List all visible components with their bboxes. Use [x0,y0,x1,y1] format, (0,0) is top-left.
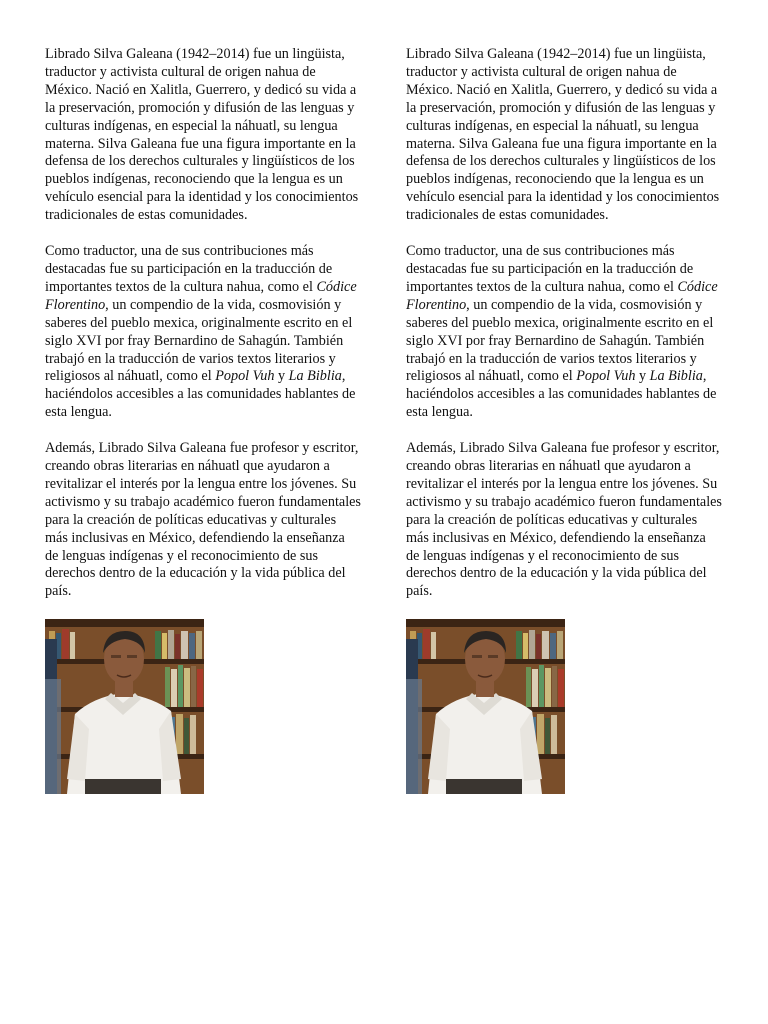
right-column [406,46,722,794]
text-run: , haciéndolos accesibles a las comunidades hablantes de esta lengua. [406,368,717,421]
italic-title: La Biblia [288,368,342,385]
italic-title: Códice Florentino [406,278,718,313]
text-run: Como traductor, una de sus contribuciones más destacadas fue su participación en la traducción de importantes textos de la cultura nahua, como el [45,243,333,295]
text-run: Como traductor, una de sus contribuciones más destacadas fue su participación en la traducción de importantes textos de la cultura nahua, como el [406,243,694,295]
paragraph-translation-work [45,243,361,422]
portrait-photo [406,619,565,794]
paragraph-teaching-activism [406,440,722,601]
text-run: , haciéndolos accesibles a las comunidades hablantes de esta lengua. [45,368,356,421]
text-run: Librado Silva Galeana (1942–2014) fue un lingüista, traductor y activista cultural de origen nahua de México. Nació en Xalitla, Guerrero, y dedicó su vida a la preservación, promoción y difusión de las lenguas y culturas indígenas, en especial la náhuatl, su lengua materna. Silva Galeana fue una figura importante en la defensa de los derechos culturales y lingüísticos de los pueblos indígenas, reconociendo que la lengua es un vehículo esencial para la identidad y los conocimientos tradicionales de estas comunidades. [406,46,720,224]
italic-title: Códice Florentino [45,278,357,313]
paragraph-teaching-activism [45,440,361,601]
text-run: y [635,368,650,385]
paragraph-biography [45,46,361,225]
paragraph-translation-work [406,243,722,422]
text-run: Además, Librado Silva Galeana fue profesor y escritor, creando obras literarias en náhuatl que ayudaron a revitalizar el interés por la lengua entre los jóvenes. Su activismo y su trabajo académico fueron fundamentales para la creación de políticas educativas y culturales más inclusivas en México, defendiendo la enseñanza de lenguas indígenas y el reconocimiento de sus derechos dentro de la educación y la vida pública del país. [45,440,361,600]
text-run: , un compendio de la vida, cosmovisión y saberes del pueblo mexica, originalmente escrito en el siglo XVI por fray Bernardino de Sahagún. También trabajó en la traducción de varios textos literarios y religiosos al náhuatl, como el [45,296,353,385]
italic-title: Popol Vuh [576,368,636,385]
text-run: Librado Silva Galeana (1942–2014) fue un lingüista, traductor y activista cultural de origen nahua de México. Nació en Xalitla, Guerrero, y dedicó su vida a la preservación, promoción y difusión de las lenguas y culturas indígenas, en especial la náhuatl, su lengua materna. Silva Galeana fue una figura importante en la defensa de los derechos culturales y lingüísticos de los pueblos indígenas, reconociendo que la lengua es un vehículo esencial para la identidad y los conocimientos tradicionales de estas comunidades. [45,46,359,224]
italic-title: Popol Vuh [215,368,275,385]
text-run: , un compendio de la vida, cosmovisión y saberes del pueblo mexica, originalmente escrito en el siglo XVI por fray Bernardino de Sahagún. También trabajó en la traducción de varios textos literarios y religiosos al náhuatl, como el [406,296,714,385]
portrait-photo [45,619,204,794]
text-run: y [274,368,289,385]
italic-title: La Biblia [649,368,703,385]
text-run: Además, Librado Silva Galeana fue profesor y escritor, creando obras literarias en náhuatl que ayudaron a revitalizar el interés por la lengua entre los jóvenes. Su activismo y su trabajo académico fueron fundamentales para la creación de políticas educativas y culturales más inclusivas en México, defendiendo la enseñanza de lenguas indígenas y el reconocimiento de sus derechos dentro de la educación y la vida pública del país. [406,440,722,600]
left-column [45,46,361,794]
paragraph-biography [406,46,722,225]
